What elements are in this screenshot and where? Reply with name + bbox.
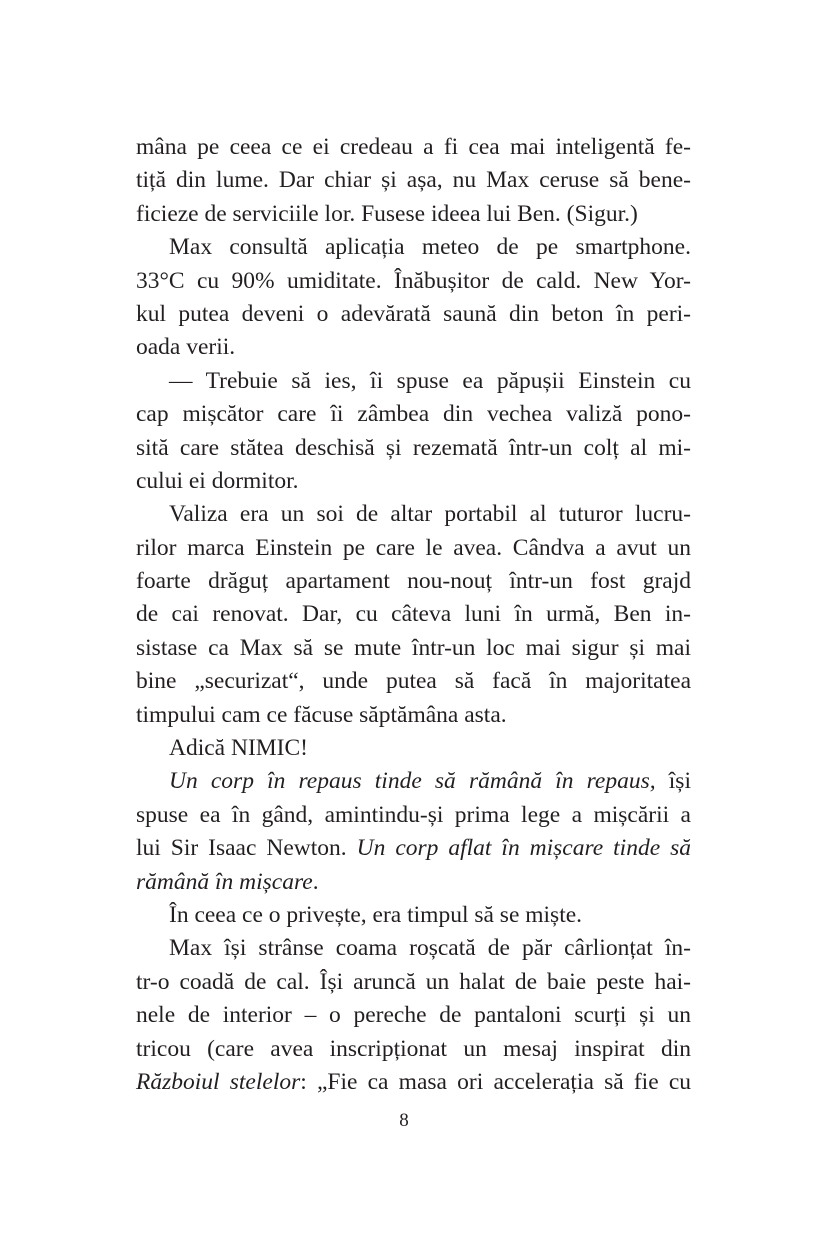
text-line (136, 632, 691, 665)
text-line (136, 131, 691, 164)
text-line (136, 799, 691, 832)
text: kul putea deveni o adevărată saună din beton în peri- (136, 300, 691, 327)
text: În ceea ce o privește, era timpul să se miște. (169, 901, 583, 928)
text-line (136, 532, 691, 565)
text: : „Fie ca masa ori accelerația să fie cu (300, 1068, 691, 1095)
text-line (136, 465, 691, 498)
text-line (136, 832, 691, 865)
text: Valiza era un soi de altar portabil al tuturor lucru- (169, 501, 691, 528)
text-line (136, 398, 691, 431)
text-line (136, 966, 691, 999)
text-line (136, 765, 691, 798)
text: cap mișcător care îi zâmbea din vechea valiză pono- (136, 401, 691, 428)
text: — Trebuie să ies, îi spuse ea păpușii Einstein cu (169, 367, 691, 394)
text: tricou (care avea inscripționat un mesaj inspirat din (136, 1035, 691, 1062)
text: tr-o coadă de cal. Își aruncă un halat de baie peste hai- (136, 968, 691, 995)
text: lui Sir Isaac Newton. (136, 835, 357, 862)
text-line (136, 699, 691, 732)
text: nele de interior – o pereche de pantaloni scurți și un (136, 1002, 691, 1029)
text: cului ei dormitor. (136, 467, 299, 494)
text-line (136, 565, 691, 598)
text-line (136, 164, 691, 197)
italic-text: Un corp în repaus tinde să rămână în repaus, (169, 768, 656, 795)
text-line (136, 1033, 691, 1066)
text: bine „securizat“, unde putea să facă în majoritatea (136, 668, 691, 695)
book-page-body (136, 131, 691, 1099)
text-line (136, 598, 691, 631)
text-line (136, 932, 691, 965)
text-line (136, 298, 691, 331)
text-line (136, 665, 691, 698)
text: foarte drăguț apartament nou-nouț într-un fost grajd (136, 568, 691, 595)
text-line (136, 265, 691, 298)
italic-text: rămână în mișcare (136, 868, 313, 895)
text: își (655, 768, 691, 795)
text: de cai renovat. Dar, cu câteva luni în urmă, Ben in- (136, 601, 691, 628)
text-line (136, 198, 691, 231)
text: timpului cam ce făcuse săptămâna asta. (136, 701, 507, 728)
text: . (312, 868, 319, 895)
text-line (136, 331, 691, 364)
text-line (136, 432, 691, 465)
text: oada verii. (136, 334, 236, 361)
text-line (136, 732, 691, 765)
text: 33°C cu 90% umiditate. Înăbușitor de cald. New Yor- (136, 267, 691, 294)
text-line (136, 1066, 691, 1099)
text: tiță din lume. Dar chiar și așa, nu Max ceruse să bene- (136, 167, 691, 194)
text: mâna pe ceea ce ei credeau a fi cea mai inteligentă fe- (136, 134, 691, 160)
text-line (136, 899, 691, 932)
text-line (136, 999, 691, 1032)
text-line (136, 365, 691, 398)
text-line (136, 231, 691, 264)
text: sită care stătea deschisă și rezemată într-un colț al mi- (136, 434, 691, 461)
text: Max consultă aplicația meteo de pe smartphone. (169, 234, 691, 261)
page-number: 8 (399, 1110, 409, 1131)
text: ficieze de serviciile lor. Fusese ideea lui Ben. (Sigur.) (136, 200, 638, 227)
text-line (136, 866, 691, 899)
text: sistase ca Max să se mute într-un loc mai sigur și mai (136, 634, 691, 661)
text: rilor marca Einstein pe care le avea. Cândva a avut un (136, 534, 691, 561)
text-line (136, 498, 691, 531)
text: spuse ea în gând, amintindu-și prima lege a mișcării a (136, 801, 691, 828)
text: Adică NIMIC! (169, 735, 309, 762)
text: Max își strânse coama roșcată de păr cârlionțat în- (169, 935, 691, 962)
italic-text: Un corp aflat în mișcare tinde să (356, 835, 692, 862)
italic-text: Războiul stelelor (136, 1068, 301, 1095)
